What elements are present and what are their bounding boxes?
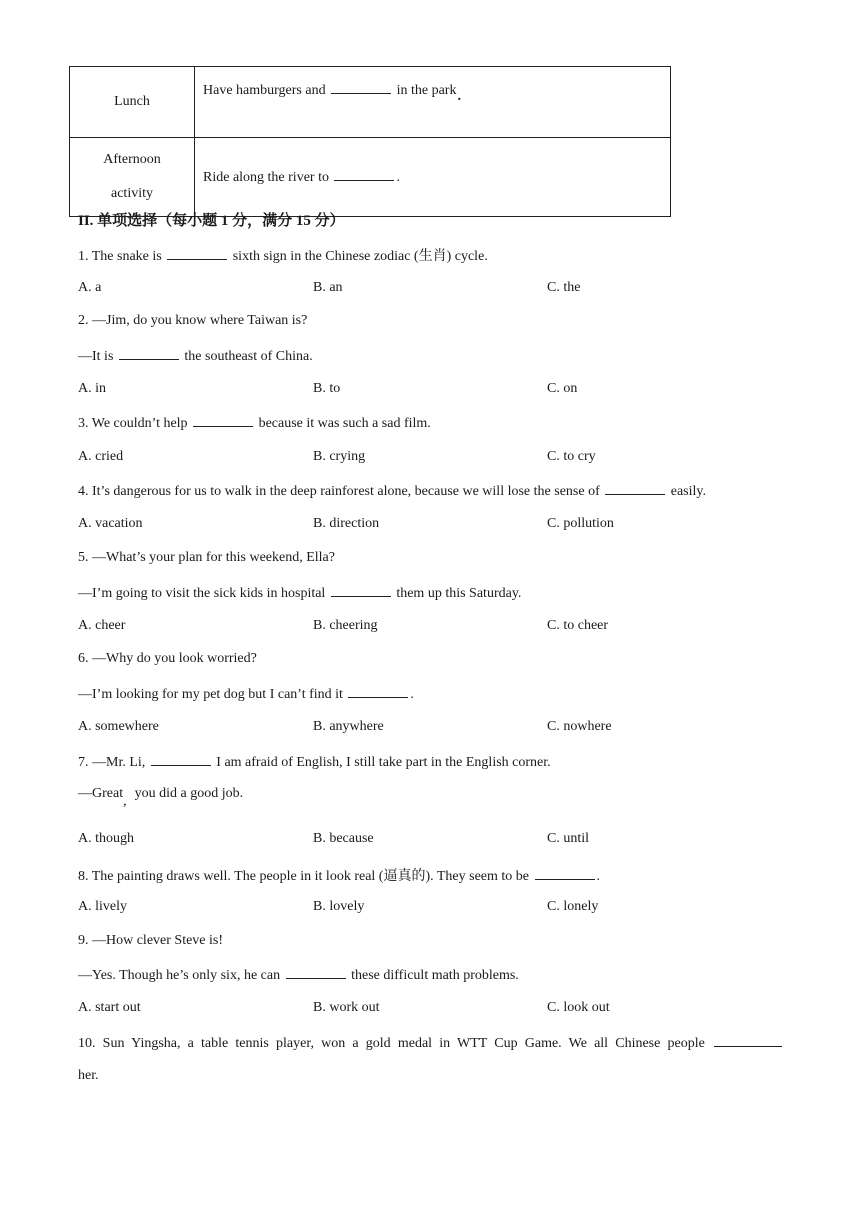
question-stem (78, 414, 431, 432)
question-stem (78, 482, 706, 500)
option-a[interactable]: A. cried (78, 449, 124, 464)
option-a[interactable]: A. cheer (78, 618, 126, 633)
question-stem: 9. —How clever Steve is! (78, 933, 224, 948)
answer-blank[interactable] (331, 81, 391, 94)
question-stem (78, 865, 600, 885)
stem-text: because it was such a sad film. (258, 416, 431, 431)
answer-blank[interactable] (535, 867, 595, 880)
stem-text: 3. We couldn’t help (78, 416, 188, 431)
question-stem (78, 347, 313, 365)
stem-text: I am afraid of English, I still take part in the English corner. (216, 755, 551, 770)
option-c[interactable]: C. on (547, 381, 578, 396)
question-stem (78, 786, 244, 809)
answer-blank[interactable] (348, 685, 408, 698)
period-cell: Lunch (70, 67, 195, 138)
option-c[interactable]: C. to cry (547, 449, 596, 464)
stem-text: you did a good job. (134, 786, 244, 801)
schedule-table (69, 66, 671, 217)
stem-text: —Great (78, 786, 124, 801)
option-c[interactable]: C. nowhere (547, 719, 612, 734)
activity-text: . (396, 170, 400, 185)
option-a[interactable]: A. somewhere (78, 719, 159, 734)
option-b[interactable]: B. anywhere (313, 719, 384, 734)
question-stem: 6. —Why do you look worried? (78, 651, 257, 666)
answer-blank[interactable] (605, 482, 665, 495)
stem-text: 7. —Mr. Li, (78, 755, 146, 770)
question-stem (78, 245, 488, 265)
question-stem (78, 584, 521, 602)
answer-blank[interactable] (334, 168, 394, 181)
stem-text: sixth sign in the Chinese zodiac (生肖) cycle. (232, 249, 488, 264)
option-b[interactable]: B. direction (313, 516, 380, 531)
question-stem: 5. —What’s your plan for this weekend, Ella? (78, 550, 335, 565)
option-a[interactable]: A. vacation (78, 516, 143, 531)
option-a[interactable]: A. a (78, 280, 102, 295)
table-row (70, 138, 671, 217)
question-stem: 2. —Jim, do you know where Taiwan is? (78, 313, 308, 328)
stem-text: these difficult math problems. (351, 968, 519, 983)
answer-blank[interactable] (193, 414, 253, 427)
option-b[interactable]: B. work out (313, 1000, 380, 1015)
period-cell (70, 138, 195, 217)
period-line: activity (111, 186, 153, 201)
activity-cell (195, 67, 671, 138)
answer-blank[interactable] (151, 753, 211, 766)
option-c[interactable]: C. to cheer (547, 618, 609, 633)
trailing-mark: . (457, 89, 461, 104)
question-stem (78, 753, 551, 771)
answer-blank[interactable] (167, 247, 227, 260)
activity-text: Have hamburgers and (203, 83, 326, 98)
option-c[interactable]: C. until (547, 831, 590, 846)
question-stem (78, 685, 414, 703)
answer-blank[interactable] (714, 1034, 782, 1047)
option-c[interactable]: C. the (547, 280, 581, 295)
option-a[interactable]: A. though (78, 831, 134, 846)
stem-text: them up this Saturday. (396, 586, 522, 601)
option-b[interactable]: B. cheering (313, 618, 378, 633)
stem-text: —It is (78, 349, 114, 364)
option-a[interactable]: A. lively (78, 899, 127, 914)
option-b[interactable]: B. lovely (313, 899, 365, 914)
stem-text: the southeast of China. (184, 349, 313, 364)
question-stem: her. (78, 1068, 99, 1083)
option-a[interactable]: A. start out (78, 1000, 141, 1015)
option-b[interactable]: B. to (313, 381, 341, 396)
period-line: Afternoon (103, 152, 161, 167)
option-a[interactable]: A. in (78, 381, 106, 396)
option-c[interactable]: C. look out (547, 1000, 610, 1015)
section-heading: II. 单项选择（每小题 1 分，满分 15 分） (78, 213, 345, 229)
option-b[interactable]: B. an (313, 280, 343, 295)
stem-text: . (410, 687, 414, 702)
stem-comma: , (123, 794, 127, 809)
activity-text: Ride along the river to (203, 170, 329, 185)
stem-text: . (596, 869, 601, 884)
answer-blank[interactable] (286, 966, 346, 979)
stem-text: easily. (670, 484, 706, 499)
option-c[interactable]: C. lonely (547, 899, 599, 914)
option-b[interactable]: B. because (313, 831, 374, 846)
activity-cell (195, 138, 671, 217)
question-stem (78, 966, 519, 984)
question-stem (78, 1034, 784, 1052)
stem-text: 8. The painting draws well. The people in it look real (逼真的). They seem to be (78, 869, 530, 884)
stem-text: 4. It’s dangerous for us to walk in the deep rainforest alone, because we will lose the sense of (78, 484, 600, 499)
stem-text: 10. Sun Yingsha, a table tennis player, won a gold medal in WTT Cup Game. We all Chinese people (78, 1036, 705, 1051)
activity-text: in the park (396, 83, 457, 98)
answer-blank[interactable] (119, 347, 179, 360)
option-c[interactable]: C. pollution (547, 516, 614, 531)
stem-text: —Yes. Though he’s only six, he can (78, 968, 281, 983)
option-b[interactable]: B. crying (313, 449, 366, 464)
table-row (70, 67, 671, 138)
stem-text: 1. The snake is (78, 249, 162, 264)
answer-blank[interactable] (331, 584, 391, 597)
stem-text: —I’m going to visit the sick kids in hospital (78, 586, 326, 601)
stem-text: —I’m looking for my pet dog but I can’t find it (78, 687, 343, 702)
